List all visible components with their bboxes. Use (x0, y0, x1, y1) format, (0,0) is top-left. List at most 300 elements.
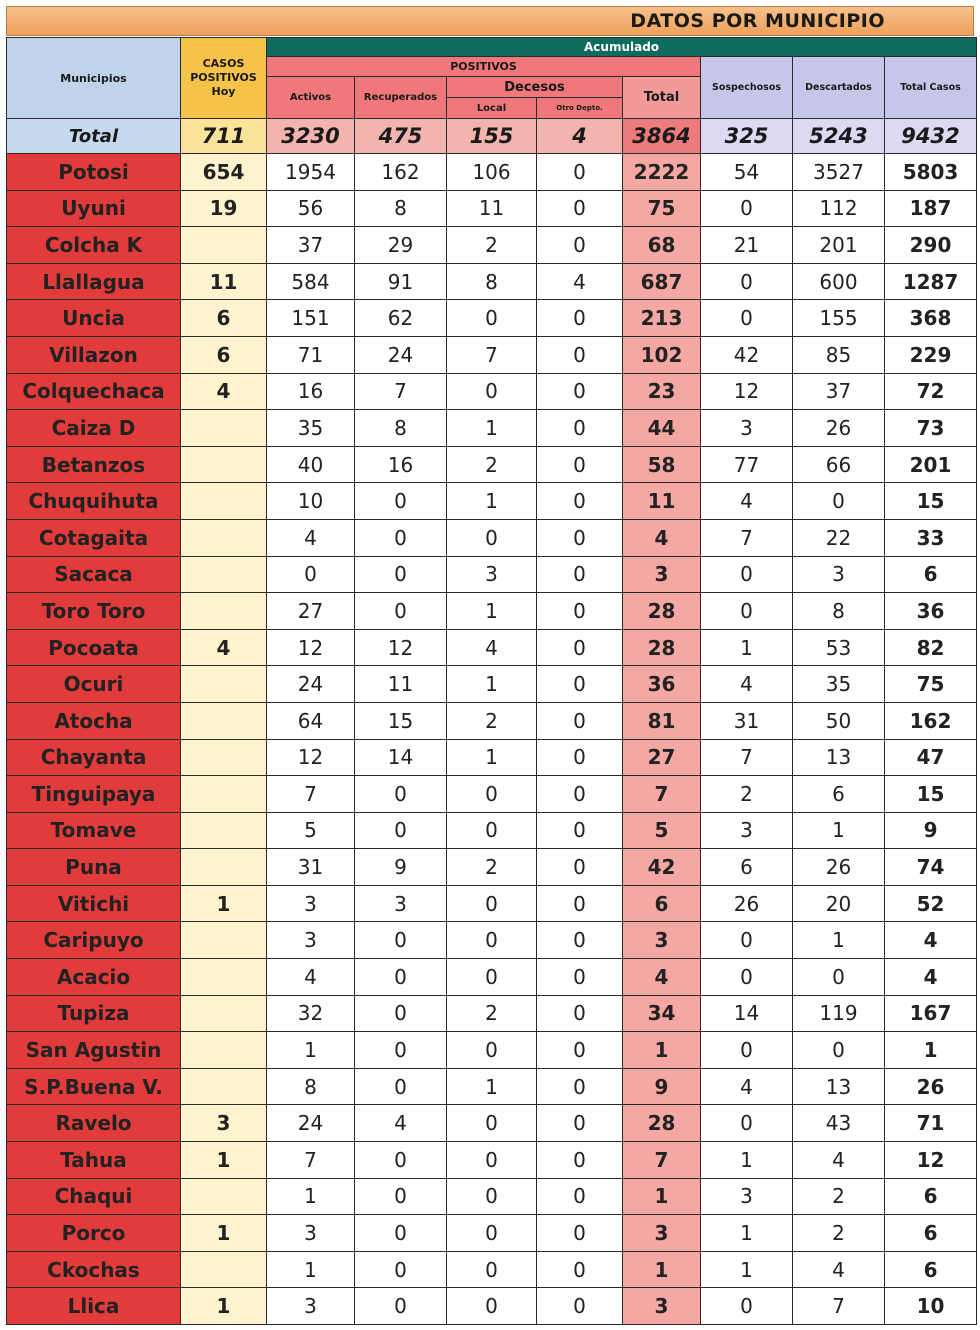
cell-sospechosos: 4 (701, 666, 793, 703)
totals-local: 155 (447, 119, 537, 154)
cell-descartados: 1 (793, 922, 885, 959)
cell-total: 28 (623, 1105, 701, 1142)
cell-otro-depto: 0 (537, 410, 623, 447)
table-row (7, 593, 977, 630)
table-row (7, 1215, 977, 1252)
cell-descartados: 43 (793, 1105, 885, 1142)
table-row (7, 666, 977, 703)
cell-sospechosos: 4 (701, 483, 793, 520)
cell-descartados: 7 (793, 1288, 885, 1325)
totals-hoy: 711 (181, 119, 267, 154)
header-casos-hoy-line2: POSITIVOS (190, 71, 257, 84)
cell-otro-depto: 0 (537, 1251, 623, 1288)
cell-recuperados: 0 (355, 1032, 447, 1069)
cell-municipio: Tinguipaya (7, 776, 181, 813)
table-row (7, 1251, 977, 1288)
table-row (7, 739, 977, 776)
cell-descartados: 2 (793, 1215, 885, 1252)
cell-total-casos: 6 (885, 556, 977, 593)
cell-activos: 1 (267, 1032, 355, 1069)
cell-otro-depto: 0 (537, 1142, 623, 1179)
cell-sospechosos: 0 (701, 556, 793, 593)
cell-total: 44 (623, 410, 701, 447)
cell-local: 1 (447, 1068, 537, 1105)
cell-recuperados: 29 (355, 227, 447, 264)
cell-descartados: 20 (793, 885, 885, 922)
cell-local: 0 (447, 1032, 537, 1069)
table-row (7, 1288, 977, 1325)
header-otro-depto: Otro Depto. (537, 98, 623, 119)
cell-activos: 12 (267, 629, 355, 666)
cell-recuperados: 0 (355, 922, 447, 959)
cell-hoy: 19 (181, 190, 267, 227)
cell-recuperados: 0 (355, 483, 447, 520)
cell-otro-depto: 0 (537, 1032, 623, 1069)
cell-hoy: 1 (181, 1288, 267, 1325)
cell-recuperados: 0 (355, 995, 447, 1032)
cell-activos: 7 (267, 1142, 355, 1179)
table-row (7, 483, 977, 520)
cell-sospechosos: 1 (701, 1215, 793, 1252)
cell-total-casos: 187 (885, 190, 977, 227)
table-row (7, 154, 977, 191)
cell-hoy: 11 (181, 263, 267, 300)
cell-recuperados: 162 (355, 154, 447, 191)
cell-sospechosos: 3 (701, 410, 793, 447)
cell-recuperados: 0 (355, 959, 447, 996)
cell-descartados: 22 (793, 519, 885, 556)
table-row (7, 959, 977, 996)
cell-activos: 8 (267, 1068, 355, 1105)
cell-hoy (181, 556, 267, 593)
cell-recuperados: 91 (355, 263, 447, 300)
table-row (7, 410, 977, 447)
cell-activos: 27 (267, 593, 355, 630)
cell-total: 102 (623, 336, 701, 373)
cell-hoy (181, 519, 267, 556)
cell-sospechosos: 0 (701, 190, 793, 227)
cell-total: 58 (623, 446, 701, 483)
cell-otro-depto: 0 (537, 336, 623, 373)
cell-total: 34 (623, 995, 701, 1032)
cell-total-casos: 6 (885, 1178, 977, 1215)
cell-recuperados: 0 (355, 593, 447, 630)
cell-descartados: 0 (793, 483, 885, 520)
cell-descartados: 0 (793, 1032, 885, 1069)
cell-municipio: Porco (7, 1215, 181, 1252)
cell-activos: 3 (267, 1215, 355, 1252)
cell-sospechosos: 14 (701, 995, 793, 1032)
table-row (7, 922, 977, 959)
cell-local: 0 (447, 812, 537, 849)
header-casos-hoy (181, 38, 267, 119)
totals-total-casos: 9432 (885, 119, 977, 154)
cell-descartados: 3527 (793, 154, 885, 191)
cell-descartados: 37 (793, 373, 885, 410)
cell-activos: 24 (267, 1105, 355, 1142)
cell-total: 23 (623, 373, 701, 410)
cell-descartados: 6 (793, 776, 885, 813)
cell-otro-depto: 4 (537, 263, 623, 300)
cell-total: 7 (623, 776, 701, 813)
cell-recuperados: 11 (355, 666, 447, 703)
totals-otro: 4 (537, 119, 623, 154)
header-decesos: Decesos (447, 77, 623, 98)
cell-total: 11 (623, 483, 701, 520)
cell-total-casos: 36 (885, 593, 977, 630)
cell-municipio: Caripuyo (7, 922, 181, 959)
cell-otro-depto: 0 (537, 190, 623, 227)
cell-local: 1 (447, 593, 537, 630)
cell-sospechosos: 12 (701, 373, 793, 410)
cell-activos: 3 (267, 1288, 355, 1325)
cell-total-casos: 74 (885, 849, 977, 886)
cell-recuperados: 62 (355, 300, 447, 337)
cell-sospechosos: 0 (701, 1032, 793, 1069)
cell-descartados: 119 (793, 995, 885, 1032)
cell-local: 0 (447, 300, 537, 337)
cell-total-casos: 1287 (885, 263, 977, 300)
cell-otro-depto: 0 (537, 593, 623, 630)
cell-hoy: 4 (181, 629, 267, 666)
totals-recuperados: 475 (355, 119, 447, 154)
cell-recuperados: 0 (355, 1178, 447, 1215)
cell-activos: 71 (267, 336, 355, 373)
totals-activos: 3230 (267, 119, 355, 154)
table-row (7, 263, 977, 300)
cell-descartados: 35 (793, 666, 885, 703)
cell-descartados: 155 (793, 300, 885, 337)
totals-total: 3864 (623, 119, 701, 154)
cell-municipio: Sacaca (7, 556, 181, 593)
cell-municipio: San Agustin (7, 1032, 181, 1069)
cell-recuperados: 0 (355, 519, 447, 556)
table-row (7, 336, 977, 373)
cell-activos: 35 (267, 410, 355, 447)
cell-descartados: 50 (793, 702, 885, 739)
cell-sospechosos: 42 (701, 336, 793, 373)
cell-sospechosos: 1 (701, 1251, 793, 1288)
cell-activos: 584 (267, 263, 355, 300)
table-row (7, 995, 977, 1032)
cell-total-casos: 33 (885, 519, 977, 556)
cell-hoy: 3 (181, 1105, 267, 1142)
cell-otro-depto: 0 (537, 446, 623, 483)
header-descartados: Descartados (793, 57, 885, 119)
cell-local: 106 (447, 154, 537, 191)
cell-hoy (181, 410, 267, 447)
cell-total-casos: 6 (885, 1215, 977, 1252)
cell-otro-depto: 0 (537, 959, 623, 996)
cell-sospechosos: 7 (701, 519, 793, 556)
cell-sospechosos: 0 (701, 263, 793, 300)
table-row (7, 812, 977, 849)
cell-local: 0 (447, 959, 537, 996)
cell-hoy (181, 446, 267, 483)
cell-total-casos: 71 (885, 1105, 977, 1142)
cell-recuperados: 12 (355, 629, 447, 666)
cell-total: 687 (623, 263, 701, 300)
cell-descartados: 53 (793, 629, 885, 666)
cell-descartados: 1 (793, 812, 885, 849)
cell-total-casos: 12 (885, 1142, 977, 1179)
cell-local: 1 (447, 739, 537, 776)
cell-activos: 5 (267, 812, 355, 849)
cell-local: 2 (447, 446, 537, 483)
cell-total: 36 (623, 666, 701, 703)
cell-hoy (181, 227, 267, 264)
cell-municipio: Atocha (7, 702, 181, 739)
cell-sospechosos: 0 (701, 959, 793, 996)
cell-recuperados: 9 (355, 849, 447, 886)
cell-hoy (181, 776, 267, 813)
totals-descartados: 5243 (793, 119, 885, 154)
table-row (7, 629, 977, 666)
cell-total-casos: 167 (885, 995, 977, 1032)
cell-total-casos: 5803 (885, 154, 977, 191)
cell-activos: 32 (267, 995, 355, 1032)
cell-municipio: Toro Toro (7, 593, 181, 630)
cell-otro-depto: 0 (537, 812, 623, 849)
cell-activos: 1954 (267, 154, 355, 191)
cell-hoy: 1 (181, 1142, 267, 1179)
table-body (7, 154, 977, 1325)
cell-municipio: Cotagaita (7, 519, 181, 556)
cell-activos: 4 (267, 959, 355, 996)
cell-local: 2 (447, 995, 537, 1032)
cell-sospechosos: 0 (701, 300, 793, 337)
cell-municipio: Acacio (7, 959, 181, 996)
table-row (7, 227, 977, 264)
cell-otro-depto: 0 (537, 227, 623, 264)
cell-otro-depto: 0 (537, 300, 623, 337)
totals-sospechosos: 325 (701, 119, 793, 154)
cell-sospechosos: 7 (701, 739, 793, 776)
cell-descartados: 600 (793, 263, 885, 300)
cell-sospechosos: 0 (701, 922, 793, 959)
cell-total: 6 (623, 885, 701, 922)
cell-municipio: Ravelo (7, 1105, 181, 1142)
cell-activos: 24 (267, 666, 355, 703)
cell-activos: 12 (267, 739, 355, 776)
header-casos-hoy-line1: CASOS (202, 57, 245, 70)
header-sospechosos: Sospechosos (701, 57, 793, 119)
cell-total-casos: 4 (885, 922, 977, 959)
cell-sospechosos: 0 (701, 1105, 793, 1142)
cell-total: 68 (623, 227, 701, 264)
cell-otro-depto: 0 (537, 629, 623, 666)
cell-sospechosos: 1 (701, 629, 793, 666)
cell-otro-depto: 0 (537, 1105, 623, 1142)
cell-hoy: 1 (181, 885, 267, 922)
cell-local: 0 (447, 922, 537, 959)
cell-total-casos: 290 (885, 227, 977, 264)
table-row (7, 1068, 977, 1105)
header-acumulado: Acumulado (267, 38, 977, 57)
cell-activos: 3 (267, 922, 355, 959)
cell-total: 213 (623, 300, 701, 337)
cell-local: 8 (447, 263, 537, 300)
cell-recuperados: 14 (355, 739, 447, 776)
cell-activos: 16 (267, 373, 355, 410)
cell-municipio: Ckochas (7, 1251, 181, 1288)
municipality-table (6, 37, 977, 1325)
cell-sospechosos: 3 (701, 812, 793, 849)
cell-total-casos: 15 (885, 483, 977, 520)
cell-recuperados: 0 (355, 776, 447, 813)
cell-otro-depto: 0 (537, 739, 623, 776)
cell-activos: 40 (267, 446, 355, 483)
cell-otro-depto: 0 (537, 995, 623, 1032)
cell-activos: 10 (267, 483, 355, 520)
cell-total: 3 (623, 1215, 701, 1252)
cell-local: 1 (447, 483, 537, 520)
cell-total: 3 (623, 1288, 701, 1325)
cell-local: 4 (447, 629, 537, 666)
cell-activos: 64 (267, 702, 355, 739)
cell-descartados: 26 (793, 849, 885, 886)
cell-hoy (181, 995, 267, 1032)
cell-recuperados: 7 (355, 373, 447, 410)
cell-total: 3 (623, 922, 701, 959)
cell-hoy (181, 1068, 267, 1105)
cell-total-casos: 368 (885, 300, 977, 337)
cell-descartados: 8 (793, 593, 885, 630)
cell-municipio: Pocoata (7, 629, 181, 666)
cell-descartados: 85 (793, 336, 885, 373)
table-row (7, 556, 977, 593)
cell-total: 42 (623, 849, 701, 886)
cell-total: 9 (623, 1068, 701, 1105)
cell-local: 1 (447, 666, 537, 703)
cell-descartados: 66 (793, 446, 885, 483)
cell-hoy (181, 812, 267, 849)
cell-otro-depto: 0 (537, 373, 623, 410)
cell-hoy (181, 739, 267, 776)
cell-otro-depto: 0 (537, 1068, 623, 1105)
cell-local: 11 (447, 190, 537, 227)
cell-otro-depto: 0 (537, 776, 623, 813)
cell-otro-depto: 0 (537, 702, 623, 739)
cell-recuperados: 16 (355, 446, 447, 483)
cell-hoy (181, 922, 267, 959)
cell-hoy: 1 (181, 1215, 267, 1252)
cell-sospechosos: 0 (701, 1288, 793, 1325)
cell-total-casos: 47 (885, 739, 977, 776)
cell-recuperados: 0 (355, 1288, 447, 1325)
cell-descartados: 3 (793, 556, 885, 593)
header-total-casos: Total Casos (885, 57, 977, 119)
cell-total: 3 (623, 556, 701, 593)
table-row (7, 702, 977, 739)
cell-hoy: 6 (181, 300, 267, 337)
table-row (7, 446, 977, 483)
cell-total-casos: 72 (885, 373, 977, 410)
cell-descartados: 112 (793, 190, 885, 227)
cell-total-casos: 1 (885, 1032, 977, 1069)
cell-local: 0 (447, 1142, 537, 1179)
cell-sospechosos: 0 (701, 593, 793, 630)
table-row (7, 1142, 977, 1179)
table-row (7, 300, 977, 337)
cell-total-casos: 162 (885, 702, 977, 739)
cell-otro-depto: 0 (537, 483, 623, 520)
table-row (7, 885, 977, 922)
cell-municipio: Ocuri (7, 666, 181, 703)
cell-local: 2 (447, 227, 537, 264)
header-activos: Activos (267, 77, 355, 119)
cell-activos: 3 (267, 885, 355, 922)
cell-sospechosos: 3 (701, 1178, 793, 1215)
cell-otro-depto: 0 (537, 556, 623, 593)
cell-otro-depto: 0 (537, 154, 623, 191)
cell-total: 81 (623, 702, 701, 739)
table-row (7, 1032, 977, 1069)
page-title: DATOS POR MUNICIPIO (630, 10, 885, 32)
cell-descartados: 13 (793, 739, 885, 776)
cell-municipio: Uncia (7, 300, 181, 337)
cell-otro-depto: 0 (537, 519, 623, 556)
cell-total-casos: 4 (885, 959, 977, 996)
cell-municipio: Chaqui (7, 1178, 181, 1215)
title-bar (6, 6, 974, 36)
cell-municipio: Uyuni (7, 190, 181, 227)
cell-sospechosos: 1 (701, 1142, 793, 1179)
cell-local: 0 (447, 373, 537, 410)
cell-total-casos: 201 (885, 446, 977, 483)
cell-sospechosos: 21 (701, 227, 793, 264)
table-row (7, 373, 977, 410)
cell-total: 75 (623, 190, 701, 227)
totals-label: Total (7, 119, 181, 154)
cell-municipio: Villazon (7, 336, 181, 373)
cell-total-casos: 15 (885, 776, 977, 813)
cell-recuperados: 0 (355, 1142, 447, 1179)
header-local: Local (447, 98, 537, 119)
cell-recuperados: 8 (355, 190, 447, 227)
cell-activos: 4 (267, 519, 355, 556)
cell-local: 7 (447, 336, 537, 373)
cell-recuperados: 24 (355, 336, 447, 373)
header-casos-hoy-line3: Hoy (211, 85, 236, 98)
cell-recuperados: 4 (355, 1105, 447, 1142)
cell-activos: 7 (267, 776, 355, 813)
cell-hoy (181, 849, 267, 886)
table-row (7, 849, 977, 886)
cell-municipio: Chayanta (7, 739, 181, 776)
cell-total: 2222 (623, 154, 701, 191)
cell-recuperados: 0 (355, 812, 447, 849)
header-positivos: POSITIVOS (267, 57, 701, 77)
cell-recuperados: 8 (355, 410, 447, 447)
cell-hoy (181, 702, 267, 739)
cell-activos: 56 (267, 190, 355, 227)
cell-total-casos: 9 (885, 812, 977, 849)
table-row (7, 776, 977, 813)
cell-activos: 1 (267, 1178, 355, 1215)
cell-sospechosos: 54 (701, 154, 793, 191)
cell-total-casos: 82 (885, 629, 977, 666)
cell-descartados: 2 (793, 1178, 885, 1215)
cell-municipio: Llallagua (7, 263, 181, 300)
cell-local: 2 (447, 849, 537, 886)
cell-activos: 1 (267, 1251, 355, 1288)
cell-municipio: Chuquihuta (7, 483, 181, 520)
cell-local: 0 (447, 1251, 537, 1288)
cell-total: 7 (623, 1142, 701, 1179)
cell-municipio: Potosi (7, 154, 181, 191)
header-recuperados: Recuperados (355, 77, 447, 119)
